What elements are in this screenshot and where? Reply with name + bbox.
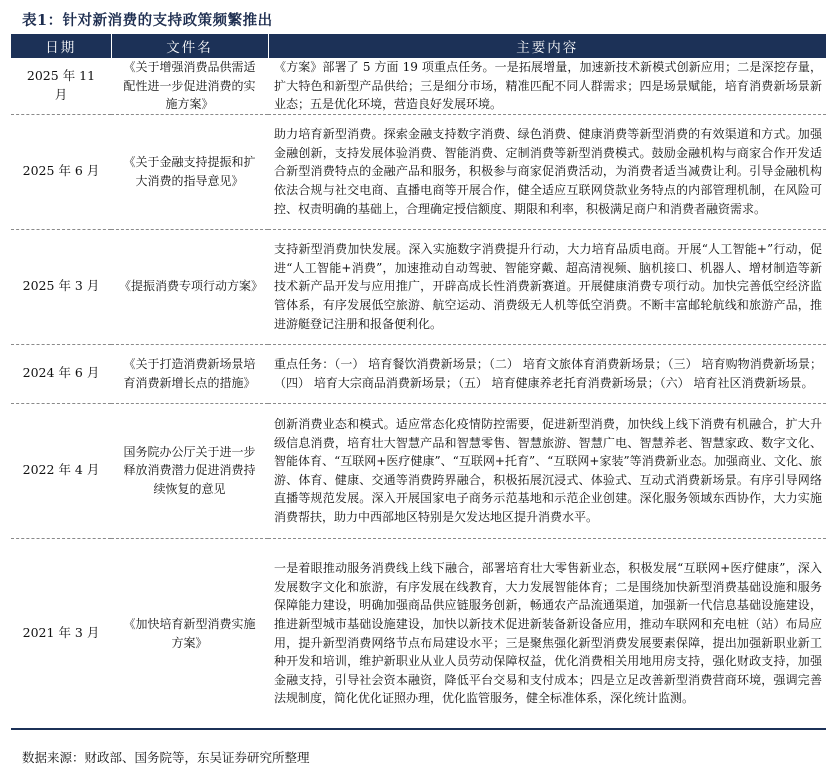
row-date: 2021 年 3 月 [11,538,111,729]
header-document: 文件名 [111,34,268,58]
row-content: 助力培育新型消费。探索金融支持数字消费、绿色消费、健康消费等新型消费的有效渠道和方式。加强金融创新，支持发展体验消费、智能消费、定制消费等新型消费模式。鼓励金融机构与商家合作开发适合新型消费特点的金融产品和服务，积极参与商家促消费活动，为消费者适当减费让利。引导金融机构依法合规与社交电商、直播电商等开展合作，健全适应互联网贷款业务特点的内部管理机制，在风险可控、权责明确的基础上，合理确定授信额度、期限和利率，积极满足商户和消费者融资需求。 [268,114,826,229]
header-content: 主要内容 [268,34,826,58]
row-content: 创新消费业态和模式。适应常态化疫情防控需要，促进新型消费，加快线上线下消费有机融合，扩大升级信息消费，培育壮大智慧产品和智慧零售、智慧旅游、智慧广电、智慧养老、智慧家政、数字文化、智能体育、“互联网+医疗健康”、“互联网+托育”、“互联网+家装”等消费新业态。加强商业、文化、旅游、体育、健康、交通等消费跨界融合，积极拓展沉浸式、体验式、互动式消费新场景。有序引导网络直播等规范发展。深入开展国家电子商务示范基地和示范企业创建。深化服务领域东西协作，大力实施消费帮扶，助力中西部地区特别是欠发达地区提升消费水平。 [268,403,826,538]
row-date: 2025 年 3 月 [11,229,111,344]
table-row [11,403,826,538]
row-document: 国务院办公厅关于进一步释放消费潜力促进消费持续恢复的意见 [111,403,268,538]
table-row [11,229,826,344]
table-row [11,58,826,114]
row-content: 一是着眼推动服务消费线上线下融合，部署培育壮大零售新业态，积极发展“互联网+医疗健康”，深入发展数字文化和旅游，有序发展在线教育，大力发展智能体育；二是围绕加快新型消费基础设施和服务保障能力建设，明确加强商品供应链服务创新，畅通农产品流通渠道，加强新一代信息基础设施建设，推进新型城市基础设施建设，加快以新技术促进新装备新设备应用，推动车联网和充电桩（站）布局应用，提升新型消费网络节点布局建设水平；三是聚焦强化新型消费发展要素保障，提出加强新职业新工种开发和培训，维护新职业从业人员劳动保障权益，优化消费相关用地用房支持，强化财政支持，加强金融支持，引导社会资本融资，降低平台交易和支付成本；四是立足改善新型消费营商环境，强调完善法规制度，简化优化证照办理，优化监管服务，健全标准体系，深化统计监测。 [268,538,826,729]
row-date: 2025 年 11 月 [11,58,111,114]
table-header-row [11,34,826,58]
row-content: 《方案》部署了 5 方面 19 项重点任务。一是拓展增量，加速新技术新模式创新应用；二是深挖存量，扩大特色和新型产品供给；三是细分市场，精准匹配不同人群需求；四是场景赋能，培育消费新场景新业态；五是优化环境，营造良好发展环境。 [268,58,826,114]
row-document: 《关于打造消费新场景培育消费新增长点的措施》 [111,344,268,403]
row-document: 《加快培育新型消费实施方案》 [111,538,268,729]
row-content: 支持新型消费加快发展。深入实施数字消费提升行动，大力培育品质电商。开展“人工智能+”行动，促进“人工智能+消费”，加速推动自动驾驶、智能穿戴、超高清视频、脑机接口、机器人、增材制造等新技术新产品开发与应用推广，开辟高成长性消费新赛道。开展健康消费专项行动。加快完善低空经济监管体系，有序发展低空旅游、航空运动、消费级无人机等低空消费。不断丰富邮轮航线和旅游产品，推进游艇登记注册和报备便利化。 [268,229,826,344]
row-date: 2025 年 6 月 [11,114,111,229]
row-date: 2024 年 6 月 [11,344,111,403]
row-content: 重点任务：（一） 培育餐饮消费新场景；（二） 培育文旅体育消费新场景；（三） 培育购物消费新场景；（四） 培育大宗商品消费新场景；（五） 培育健康养老托育消费新场景；（六） 培育社区消费新场景。 [268,344,826,403]
table-row [11,114,826,229]
row-document: 《关于增强消费品供需适配性进一步促进消费的实施方案》 [111,58,268,114]
table-row [11,344,826,403]
table-title: 表1：针对新消费的支持政策频繁推出 [22,12,273,29]
data-source-note: 数据来源：财政部、国务院等，东吴证券研究所整理 [22,750,310,765]
row-document: 《关于金融支持提振和扩大消费的指导意见》 [111,114,268,229]
row-document: 《提振消费专项行动方案》 [111,229,268,344]
policy-table [11,34,826,730]
row-date: 2022 年 4 月 [11,403,111,538]
header-date: 日期 [11,34,111,58]
table-row [11,538,826,729]
